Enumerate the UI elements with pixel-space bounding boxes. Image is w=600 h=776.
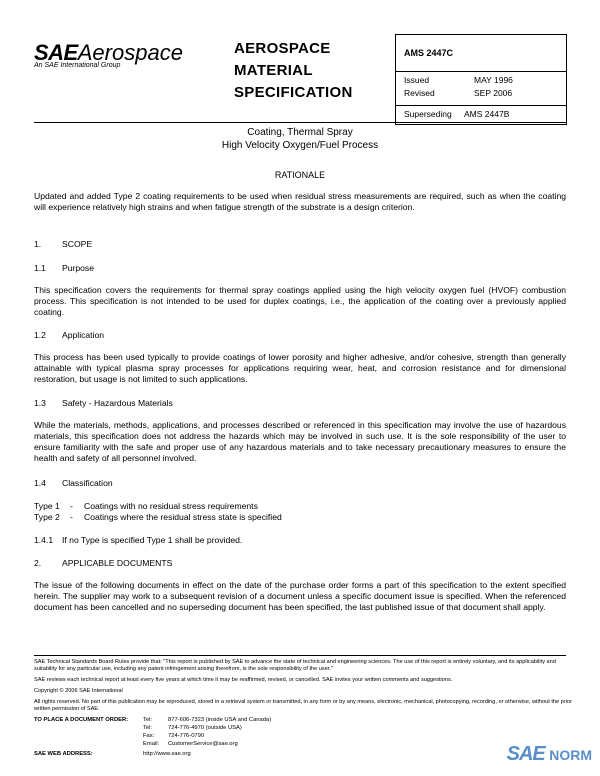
revised-value: SEP 2006 (474, 88, 513, 98)
section-1-2-heading (34, 330, 104, 340)
section-title: Purpose (62, 263, 95, 273)
revised-label: Revised (404, 88, 435, 98)
document-title (0, 126, 600, 152)
sae-norm-watermark (507, 743, 592, 766)
fax-value: 724-776-0790 (168, 733, 205, 739)
section-1-heading (34, 239, 92, 249)
section-1-4-1 (34, 535, 242, 545)
section-1-4-heading (34, 478, 113, 488)
superseding-label: Superseding (404, 109, 452, 119)
classification-type-1 (34, 501, 258, 512)
watermark-norm: NORM (549, 747, 592, 763)
type-label: Type 2 (34, 512, 60, 522)
web-value[interactable]: http://www.sae.org (143, 751, 191, 757)
logo-subtitle: An SAE International Group (34, 62, 121, 69)
footer-rules: SAE Technical Standards Board Rules provide that: "This report is published by SAE to advance the state of technical and engineering sciences. The use of this report is entirely voluntary, and its applicability and suitability for any particular use, including any patent infringement arising therefrom, is the sole responsibility of the user." (34, 659, 556, 672)
superseding-value: AMS 2447B (464, 109, 510, 119)
section-number: 1.1 (34, 263, 46, 273)
doc-type-title (234, 38, 353, 104)
section-1-1-text: This specification covers the requirements for thermal spray coatings applied using the high velocity oxygen fuel (HVOF) combustion process. This specification is not intended to be used for duplex coatings, i.e., the application of the coating over a previously applied coating. (34, 285, 566, 317)
fax-label: Fax: (143, 733, 155, 739)
footer-copyright: Copyright © 2006 SAE International (34, 688, 123, 694)
tel-label: Tel: (143, 717, 153, 723)
document-info-box (395, 34, 567, 125)
order-label: TO PLACE A DOCUMENT ORDER: (34, 717, 129, 723)
issued-label: Issued (404, 75, 430, 85)
section-title: SCOPE (62, 239, 93, 249)
type-dash: - (70, 501, 73, 511)
tel-value: 877-606-7323 (inside USA and Canada) (168, 717, 272, 723)
section-number: 2. (34, 558, 42, 568)
document-number: AMS 2447C (404, 48, 454, 58)
section-title: Application (62, 330, 105, 340)
section-number: 1.3 (34, 398, 46, 408)
title-line-3: SPECIFICATION (234, 84, 353, 101)
classification-type-2 (34, 512, 282, 523)
tel2-label: Tel: (143, 725, 153, 731)
section-1-2-text: This process has been used typically to provide coatings of lower porosity and higher adhesive, and/or cohesive, strength than generally attainable with typical plasma spray processes for applications requiring wear, heat, and corrosion resistance and for dimensional restoration, but usage is not limited to such applications. (34, 352, 566, 384)
section-1-1-heading (34, 263, 94, 273)
type-dash: - (70, 512, 73, 522)
title-line-1: AEROSPACE (234, 40, 331, 57)
watermark-sae: SAE (506, 743, 545, 765)
footer-rights: All rights reserved. No part of this publication may be reproduced, stored in a retrieval system or transmitted, in any form or by any means, electronic, mechanical, photocopying, recording, or otherwise, without the prior written permission of SAE. (34, 699, 572, 712)
email-value[interactable]: CustomerService@sae.org (168, 741, 238, 747)
section-number: 1.2 (34, 330, 46, 340)
section-number: 1.4 (34, 478, 46, 488)
email-label: Email: (143, 741, 160, 747)
rationale-heading: RATIONALE (274, 170, 326, 180)
divider (396, 105, 566, 106)
section-number: 1.4.1 (34, 535, 54, 545)
footer-review: SAE reviews each technical report at least every five years at which time it may be reaffirmed, revised, or cancelled. SAE invites your written comments and suggestions. (34, 677, 453, 683)
web-label: SAE WEB ADDRESS: (34, 751, 93, 757)
tel2-value: 724-776-4970 (outside USA) (168, 725, 242, 731)
doc-title-line-2: High Velocity Oxygen/Fuel Process (221, 140, 379, 151)
issued-value: MAY 1996 (474, 75, 513, 85)
logo-sae: SAE (34, 40, 78, 65)
type-text: Coatings where the residual stress state is specified (84, 512, 282, 522)
section-title: APPLICABLE DOCUMENTS (62, 558, 173, 568)
logo-aerospace: Aerospace (77, 40, 183, 65)
header-rule (34, 122, 566, 123)
section-text: If no Type is specified Type 1 shall be provided. (62, 535, 243, 545)
section-title: Classification (62, 478, 113, 488)
section-2-text: The issue of the following documents in effect on the date of the purchase order forms a part of this specification to the extent specified herein. The supplier may work to a subsequent revision of a document unless a specific document issue is specified. When the referenced document has been cancelled and no superseding document has been specified, the last published issue of that document shall apply. (34, 580, 566, 612)
rationale-text: Updated and added Type 2 coating requirements to be used when residual stress measurements are required, such as when the coating will experience relatively high strains and when fatigue strength of the substrate is a design criterion. (34, 191, 566, 212)
footer-rule (34, 655, 566, 656)
section-2-heading (34, 558, 172, 568)
section-1-3-heading (34, 398, 173, 408)
divider (396, 71, 566, 72)
doc-title-line-1: Coating, Thermal Spray (247, 127, 353, 138)
section-number: 1. (34, 239, 42, 249)
type-text: Coatings with no residual stress requirements (84, 501, 258, 511)
section-1-3-text: While the materials, methods, applications, and processes described or referenced in this specification may involve the use of hazardous materials, this specification does not address the hazards which may be involved in such use. It is the sole responsibility of the user to ensure familiarity with the safe and proper use of any hazardous materials and to take necessary precautionary measures to ensure the health and safety of all personnel involved. (34, 420, 566, 463)
section-title: Safety - Hazardous Materials (62, 398, 173, 408)
type-label: Type 1 (34, 501, 60, 511)
title-line-2: MATERIAL (234, 62, 313, 79)
